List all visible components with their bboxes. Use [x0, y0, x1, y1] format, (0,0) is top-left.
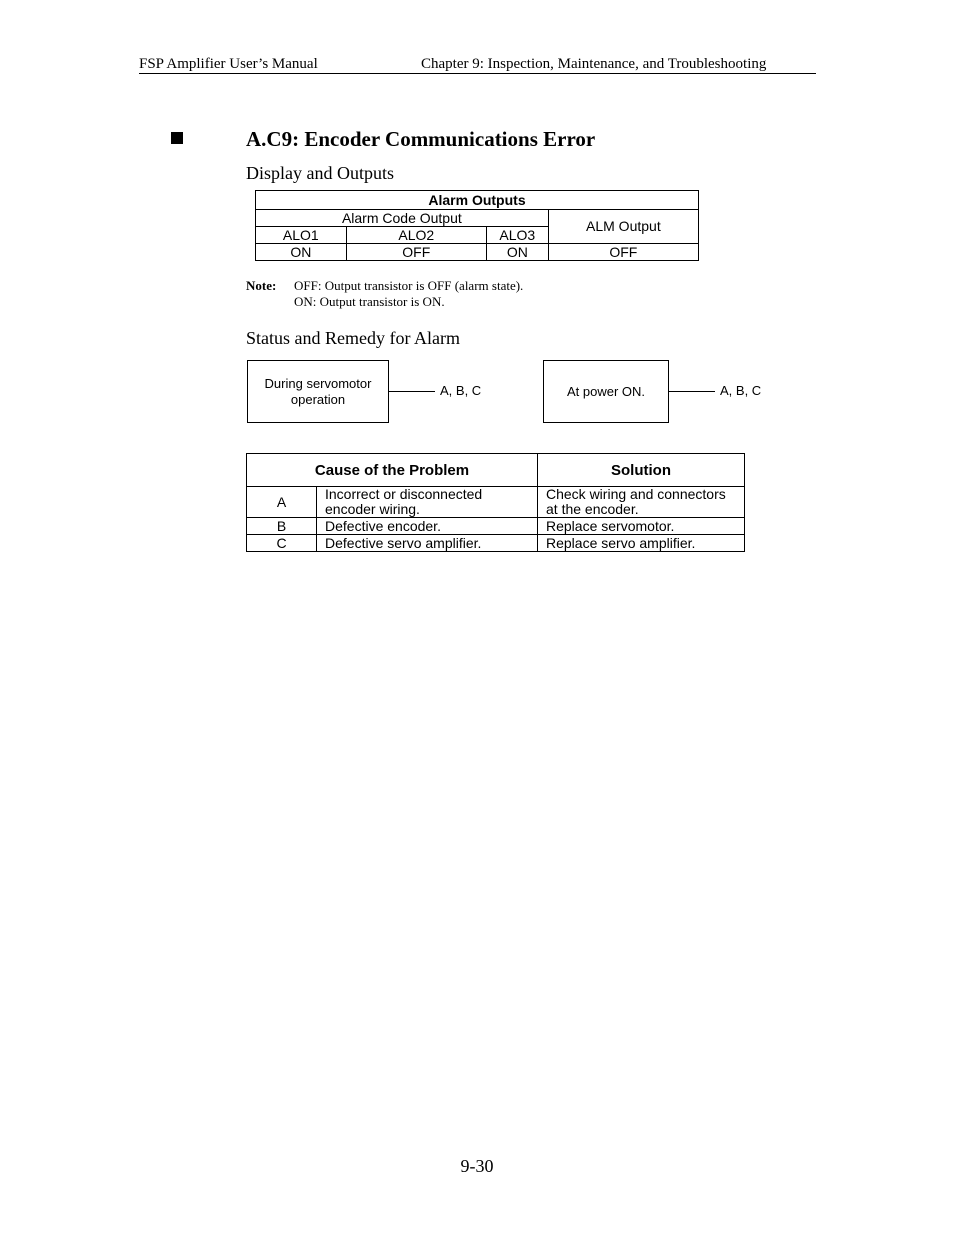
alm-output-value: OFF [548, 244, 698, 261]
solution-text-a [538, 487, 745, 518]
display-outputs-heading: Display and Outputs [246, 163, 394, 183]
cause-text-a [317, 487, 538, 518]
header-manual-title: FSP Amplifier User’s Manual [139, 56, 318, 72]
cause-solution-table [246, 453, 745, 552]
header-rule [139, 73, 816, 74]
alarm-outputs-table [255, 190, 699, 261]
alo3-value: ON [486, 244, 548, 261]
alm-output-header: ALM Output [548, 210, 698, 244]
at-power-on-label: At power ON. [566, 383, 646, 399]
alo1-header: ALO1 [256, 227, 347, 244]
cause-text-a-line1: Incorrect or disconnected [325, 486, 483, 502]
note-off-text: OFF: Output transistor is OFF (alarm state). [294, 278, 524, 293]
solution-text-b: Replace servomotor. [538, 518, 745, 535]
section-title: A.C9: Encoder Communications Error [246, 127, 596, 151]
during-operation-causes: A, B, C [440, 383, 482, 398]
alo3-header: ALO3 [486, 227, 548, 244]
during-operation-line2: operation [290, 391, 346, 407]
during-operation-line1: During servomotor [264, 375, 372, 391]
at-power-on-box [543, 360, 669, 423]
alo2-header: ALO2 [346, 227, 486, 244]
cause-text-b: Defective encoder. [317, 518, 538, 535]
cause-id-b: B [247, 518, 317, 535]
note-on-text: ON: Output transistor is ON. [294, 294, 445, 309]
solution-text-a-line1: Check wiring and connectors [546, 486, 726, 502]
at-power-on-connector [669, 391, 715, 392]
note-label: Note: [246, 278, 277, 293]
cause-id-c: C [247, 535, 317, 552]
during-operation-box [247, 360, 389, 423]
alarm-outputs-title: Alarm Outputs [256, 191, 699, 210]
cause-header: Cause of the Problem [247, 454, 538, 487]
at-power-on-causes: A, B, C [720, 383, 762, 398]
page-number: 9-30 [460, 1156, 494, 1176]
solution-text-c: Replace servo amplifier. [538, 535, 745, 552]
solution-header: Solution [538, 454, 745, 487]
solution-text-a-line2: at the encoder. [546, 501, 639, 517]
status-remedy-heading: Status and Remedy for Alarm [246, 328, 460, 348]
square-bullet-icon [171, 132, 183, 144]
header-chapter-title: Chapter 9: Inspection, Maintenance, and Troubleshooting [421, 56, 767, 72]
cause-text-a-line2: encoder wiring. [325, 501, 420, 517]
cause-id-a: A [247, 487, 317, 518]
alo1-value: ON [256, 244, 347, 261]
cause-text-c: Defective servo amplifier. [317, 535, 538, 552]
alo2-value: OFF [346, 244, 486, 261]
alarm-code-output-header: Alarm Code Output [256, 210, 549, 227]
during-operation-connector [389, 391, 435, 392]
